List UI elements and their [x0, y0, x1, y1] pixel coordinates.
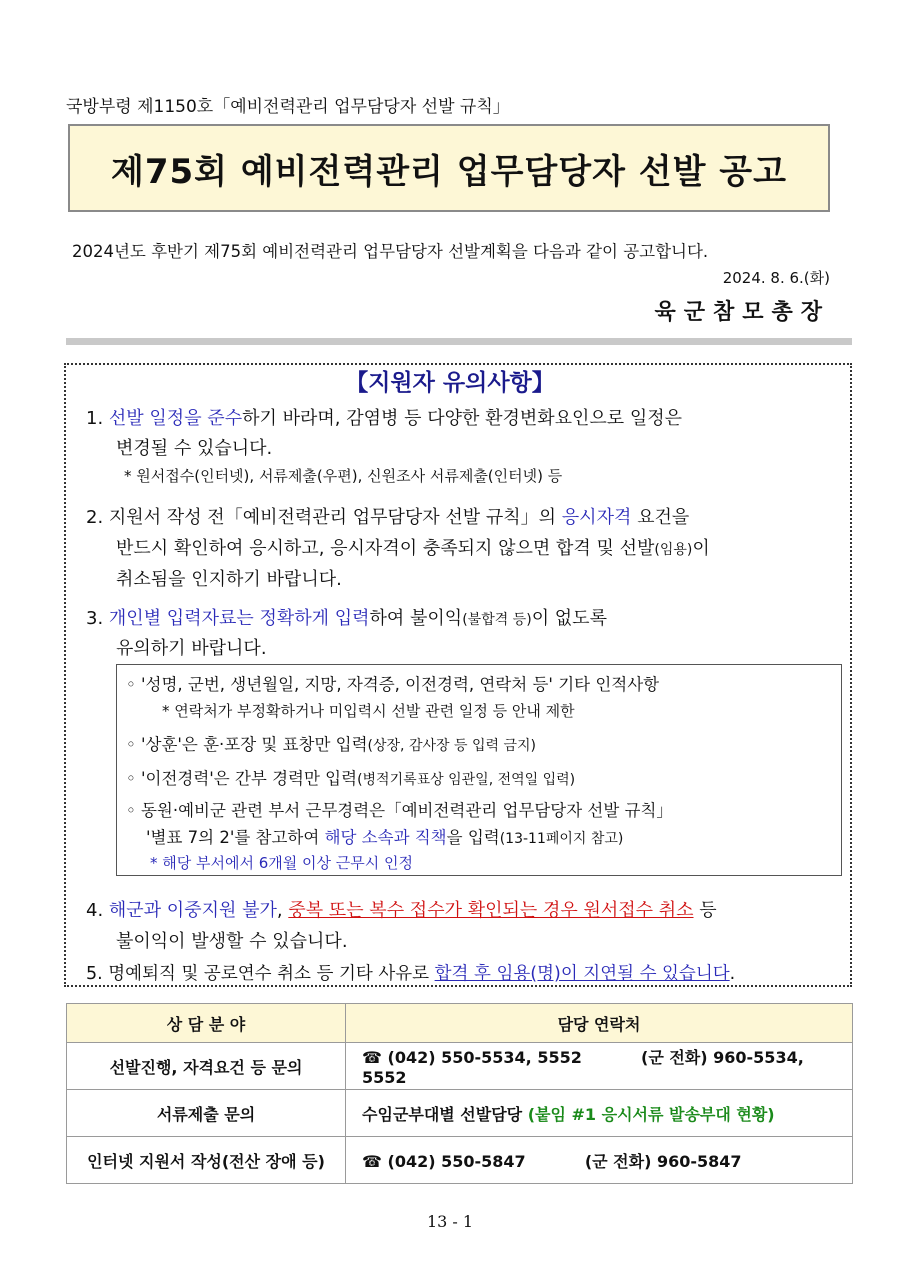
notice-item-4 — [86, 896, 717, 922]
notice-item-2-line2 — [116, 534, 710, 560]
contact-text: 수임군부대별 선발담당 — [362, 1104, 528, 1124]
page-number: 13 - 1 — [426, 1212, 474, 1231]
notice-title: 【지원자 유의사항】 — [345, 370, 555, 396]
item-small-text: (임용) — [654, 542, 693, 558]
item-number: 2. — [86, 507, 104, 528]
item-text: . — [729, 964, 736, 984]
item-text: 요건을 — [631, 507, 690, 528]
contact-field: 선발진행, 자격요건 등 문의 — [67, 1043, 346, 1090]
item-text: 하여 불이익 — [369, 608, 463, 629]
item-text: 반드시 확인하여 응시하고, 응시자격이 충족되지 않으면 합격 및 선발 — [116, 538, 655, 559]
item-small-text: (상장, 감사장 등 입력 금지) — [367, 738, 536, 754]
notice-item-4-cont: 불이익이 발생할 수 있습니다. — [116, 931, 348, 952]
guide-bullet-4-note: * 해당 부서에서 6개월 이상 근무시 인정 — [150, 854, 414, 872]
item-text: 을 입력 — [446, 828, 500, 847]
item-text: , — [276, 900, 289, 921]
guide-bullet-4-line2 — [146, 824, 623, 848]
phone-number: ☎ (042) 550-5534, 5552 — [362, 1048, 582, 1067]
warning-text: 중복 또는 복수 접수가 확인되는 경우 원서접수 취소 — [288, 900, 694, 921]
item-text: 지원서 작성 전「예비전력관리 업무담당자 선발 규칙」의 — [108, 507, 562, 528]
item-text: 하기 바라며, 감염병 등 다양한 환경변화요인으로 일정은 — [242, 408, 683, 429]
table-header-row — [67, 1004, 853, 1043]
table-row — [67, 1137, 853, 1184]
notice-item-1 — [86, 404, 682, 430]
highlight-text: 해군과 이중지원 불가 — [108, 900, 277, 921]
notice-item-1-note: * 원서접수(인터넷), 서류제출(우편), 신원조사 서류제출(인터넷) 등 — [124, 467, 563, 485]
page-title: 제75회 예비전력관리 업무담당자 선발 공고 — [110, 151, 787, 192]
table-row — [67, 1090, 853, 1137]
item-text: '별표 7의 2'를 참고하여 — [146, 828, 325, 847]
attachment-note: (붙임 #1 응시서류 발송부대 현황) — [527, 1104, 775, 1124]
regulation-reference: 국방부령 제1150호「예비전력관리 업무담당자 선발 규칙」 — [66, 97, 510, 117]
highlight-text: 응시자격 — [561, 507, 632, 528]
item-number: 1. — [86, 408, 104, 429]
header-contact: 담당 연락처 — [346, 1004, 853, 1043]
phone-number: ☎ (042) 550-5847 — [362, 1151, 526, 1171]
intro-text: 2024년도 후반기 제75회 예비전력관리 업무담당자 선발계획을 다음과 같이 공고합니다. — [72, 242, 709, 261]
contact-info — [346, 1090, 853, 1137]
item-small-text: (병적기록표상 임관일, 전역일 입력) — [357, 772, 576, 788]
table-row — [67, 1043, 853, 1090]
item-number: 5. — [86, 964, 103, 984]
contact-info — [346, 1137, 853, 1184]
header-field: 상 담 분 야 — [67, 1004, 346, 1043]
guide-bullet-3 — [126, 765, 575, 789]
item-small-text: (13-11페이지 참고) — [499, 831, 624, 847]
notice-item-3 — [86, 604, 607, 630]
notice-item-5 — [86, 960, 735, 985]
title-box — [68, 124, 830, 212]
army-phone-number: (군 전화) 960-5847 — [584, 1151, 742, 1171]
item-number: 4. — [86, 900, 104, 921]
item-text: 명예퇴직 및 공로연수 취소 등 기타 사유로 — [108, 964, 435, 984]
item-text: 등 — [693, 900, 717, 921]
notice-date: 2024. 8. 6.(화) — [722, 269, 830, 287]
issuer: 육군참모총장 — [654, 300, 830, 325]
contact-field: 서류제출 문의 — [67, 1090, 346, 1137]
guide-bullet-2 — [126, 731, 536, 755]
notice-item-1-cont: 변경될 수 있습니다. — [116, 438, 273, 459]
guide-bullet-1-note: * 연락처가 부정확하거나 미입력시 선발 관련 일정 등 안내 제한 — [162, 702, 575, 720]
item-number: 3. — [86, 608, 104, 629]
highlight-text: 개인별 입력자료는 정확하게 입력 — [108, 608, 370, 629]
highlight-text: 합격 후 임용(명)이 지연될 수 있습니다 — [434, 964, 730, 984]
item-text: 이 — [692, 538, 710, 559]
item-text: ◦ '이전경력'은 간부 경력만 입력 — [126, 769, 358, 788]
guide-bullet-4: ◦ 동원·예비군 관련 부서 근무경력은「예비전력관리 업무담당자 선발 규칙」 — [126, 801, 673, 820]
highlight-text: 선발 일정을 준수 — [108, 408, 243, 429]
divider — [66, 338, 852, 345]
contact-field: 인터넷 지원서 작성(전산 장애 등) — [67, 1137, 346, 1184]
item-small-text: (불합격 등) — [462, 612, 532, 628]
army-phone-number: (군 전화) 960-5534, 5552 — [362, 1048, 804, 1087]
highlight-text: 해당 소속과 직책 — [324, 828, 447, 847]
notice-item-3-cont: 유의하기 바랍니다. — [116, 638, 267, 659]
contact-info — [346, 1043, 853, 1090]
notice-item-2 — [86, 503, 689, 529]
contact-table — [66, 1003, 853, 1184]
notice-item-2-line3: 취소됨을 인지하기 바랍니다. — [116, 569, 342, 590]
item-text: 이 없도록 — [531, 608, 607, 629]
guide-bullet-1: ◦ '성명, 군번, 생년월일, 지망, 자격증, 이전경력, 연락처 등' 기타 인적사항 — [126, 675, 660, 694]
item-text: ◦ '상훈'은 훈·포장 및 표창만 입력 — [126, 735, 368, 754]
